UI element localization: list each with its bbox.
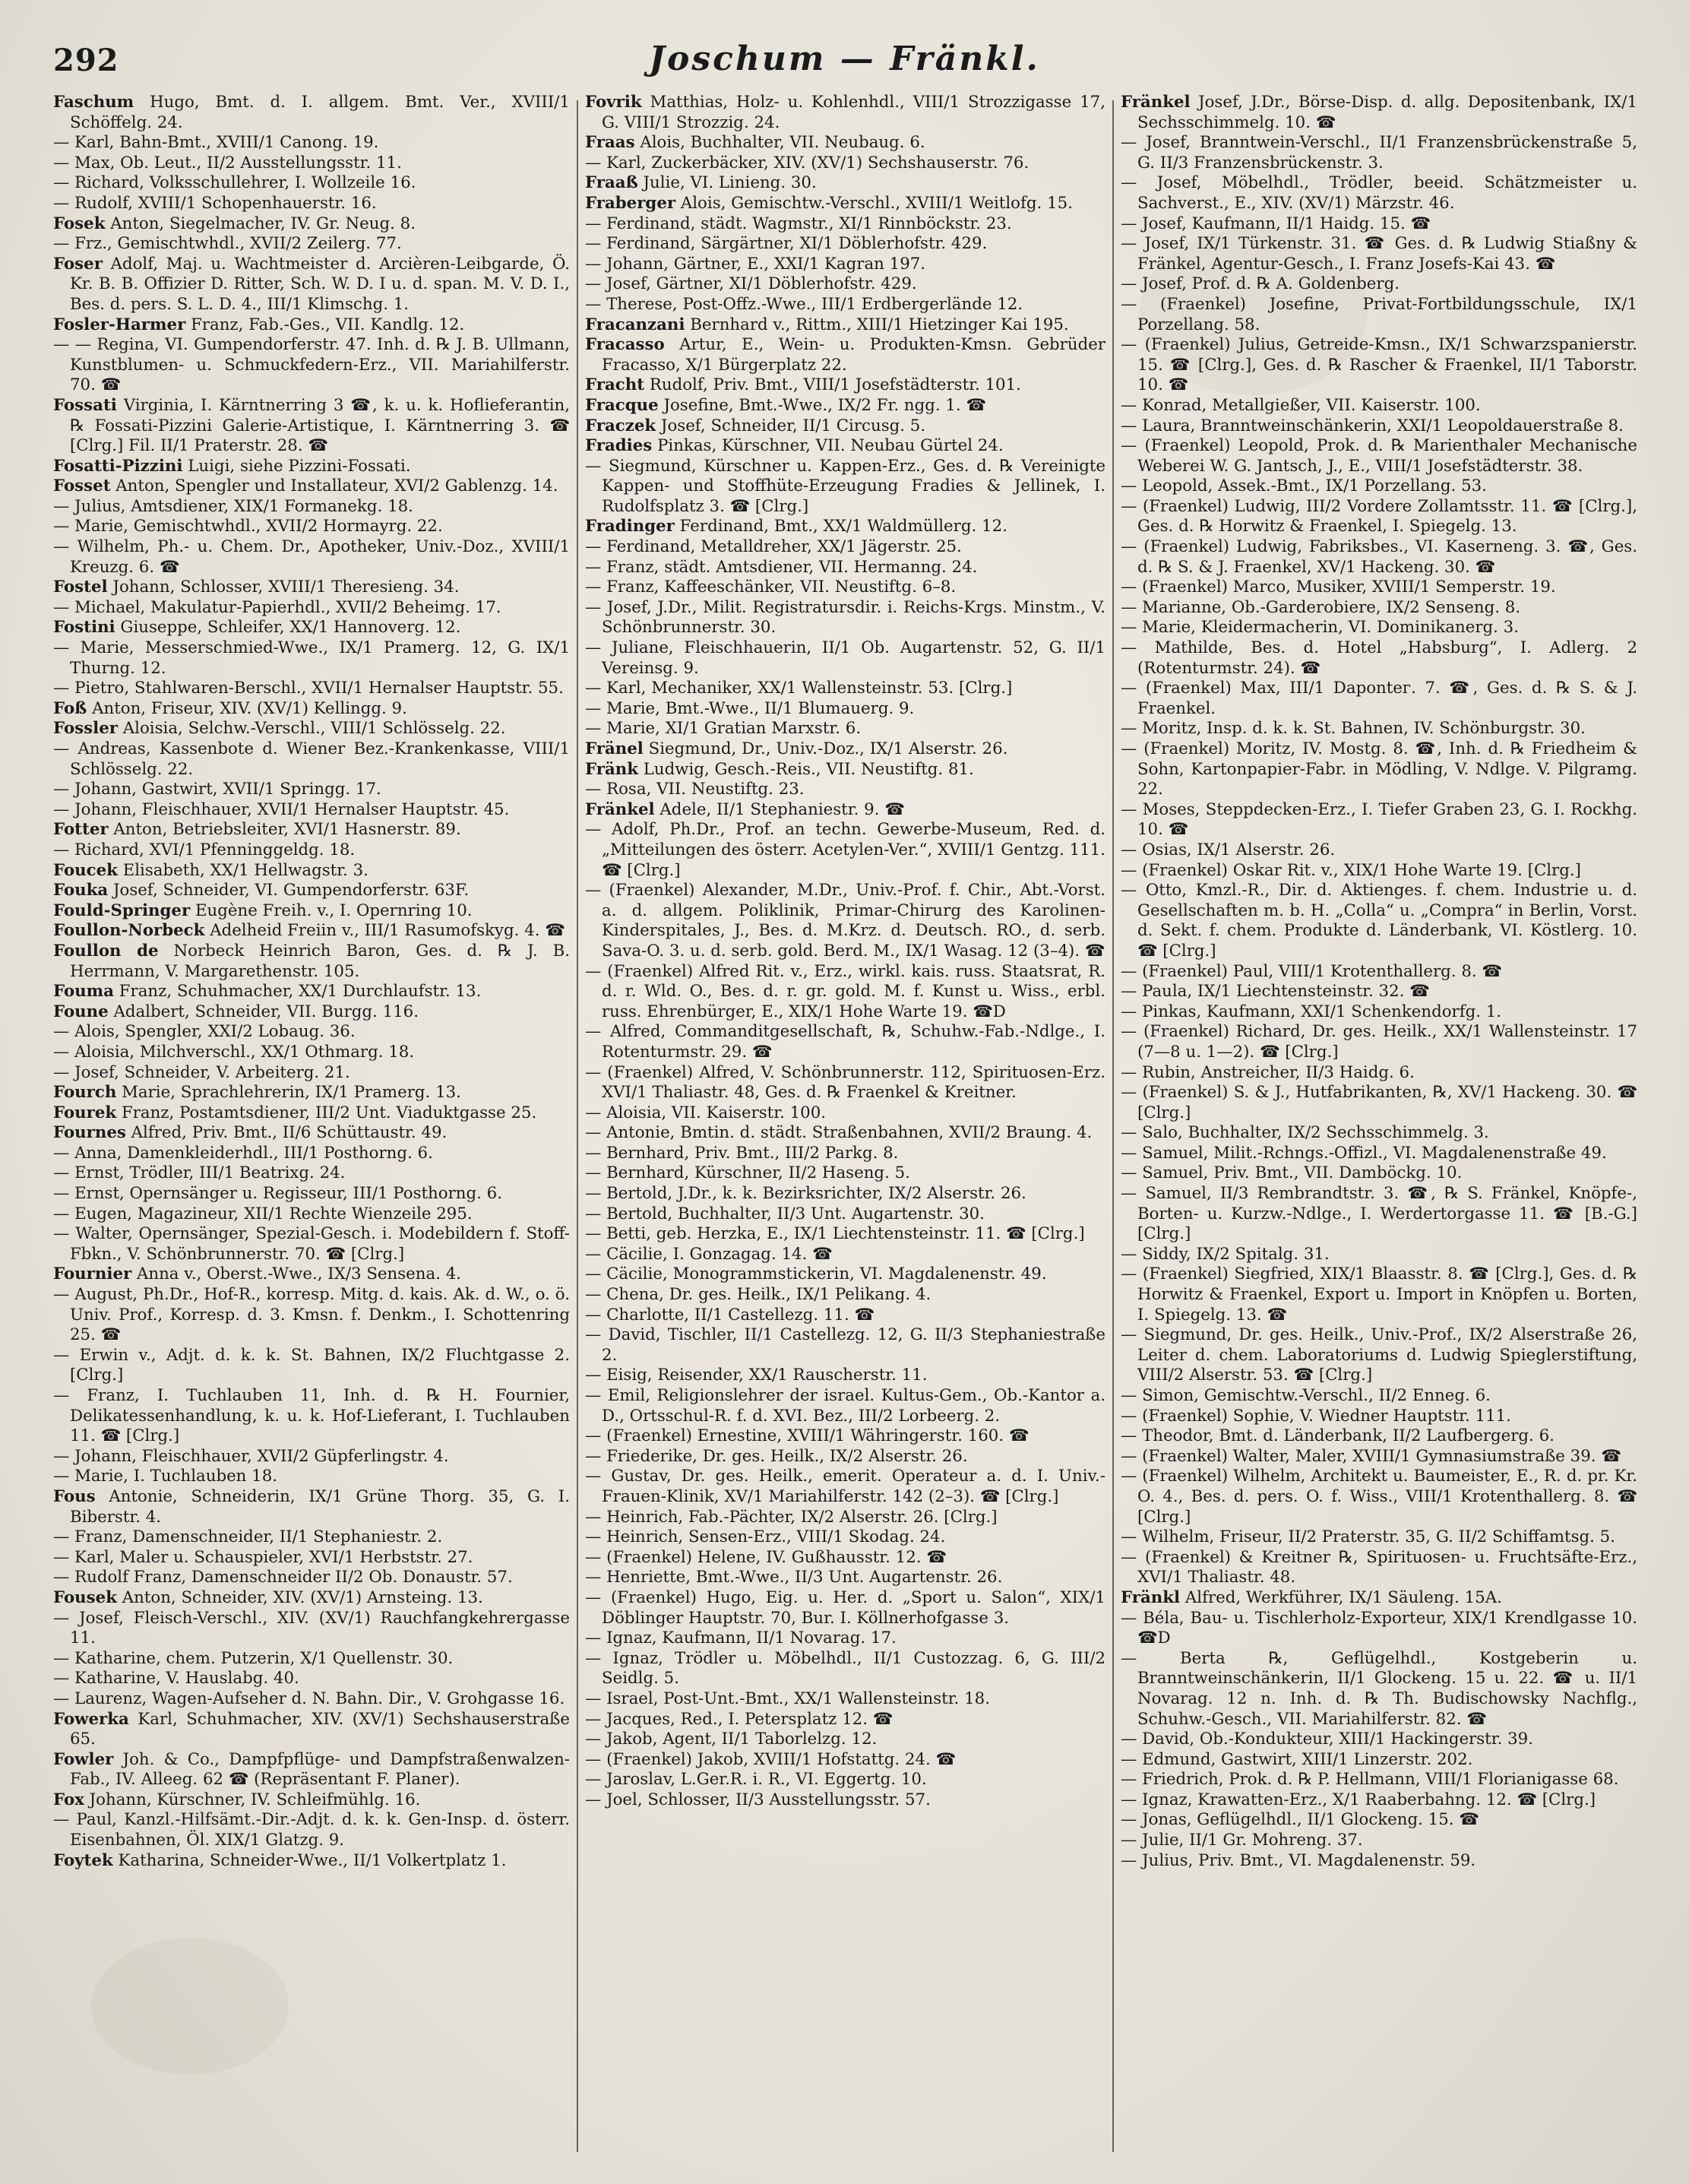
directory-entry: Fosek Anton, Siegelmacher, IV. Gr. Neug. 8. bbox=[53, 214, 416, 233]
surname: Fracht bbox=[585, 375, 645, 395]
directory-sub-entry: — (Fraenkel) Josefine, Privat-Fortbildungsschule, IX/1 Porzellang. 58. bbox=[1121, 294, 1637, 334]
directory-sub-entry: — Marie, I. Tuchlauben 18. bbox=[53, 1467, 278, 1486]
directory-sub-entry: — Josef, IX/1 Türkenstr. 31. ☎ Ges. d. ℞ Ludwig Stiaßny & Fränkel, Agentur-Gesch., I. Franz Josefs-Kai 43. ☎ bbox=[1121, 234, 1637, 274]
surname: Fostel bbox=[53, 578, 108, 597]
directory-entry: Fracasso Artur, E., Wein- u. Produkten-Kmsn. Gebrüder Fracasso, X/1 Bürgerplatz 22. bbox=[585, 335, 1105, 375]
directory-sub-entry: — Karl, Mechaniker, XX/1 Wallensteinstr. 53. [Clrg.] bbox=[585, 679, 1013, 698]
directory-sub-entry: — Pietro, Stahlwaren-Berschl., XVII/1 Hernalser Hauptstr. 55. bbox=[53, 679, 564, 698]
surname: Fracasso bbox=[585, 335, 665, 355]
directory-sub-entry: — Richard, Volksschullehrer, I. Wollzeile 16. bbox=[53, 173, 416, 193]
directory-entry: Fraberger Alois, Gemischtw.-Verschl., XVIII/1 Weitlofg. 15. bbox=[585, 193, 1073, 213]
directory-sub-entry: — (Fraenkel) Alexander, M.Dr., Univ.-Prof. f. Chir., Abt.-Vorst. a. d. allgem. Poliklinik, Primar-Chirurg des Karolinen-Kinderspitales, J., Bes. d. M.Krz. d. Deutsch. RO., d. serb. Sava-O. 3. u. d. serb. gold. Berd. M., IX/1 Wasag. 12 (3–4). ☎ bbox=[585, 881, 1105, 961]
directory-sub-entry: — Aloisia, Milchverschl., XX/1 Othmarg. 18. bbox=[53, 1042, 415, 1062]
directory-sub-entry: — — Regina, VI. Gumpendorferstr. 47. Inh. d. ℞ J. B. Ullmann, Kunstblumen- u. Schmuckfedern-Erz., VII. Mariahilferstr. 70. ☎ bbox=[53, 335, 570, 395]
directory-entry: Fotter Anton, Betriebsleiter, XVI/1 Hasnerstr. 89. bbox=[53, 820, 461, 840]
directory-entry: Fosler-Harmer Franz, Fab.-Ges., VII. Kandlg. 12. bbox=[53, 315, 465, 334]
column-divider bbox=[577, 100, 578, 2152]
directory-entry: Foser Adolf, Maj. u. Wachtmeister d. Arcièren-Leibgarde, Ö. Kr. B. B. Offizier D. Ritter, Sch. W. D. I u. d. span. M. V. D. I., Bes. d. pers. S. L. D. 4., III/1 Klimschg. 1. bbox=[53, 254, 570, 314]
directory-sub-entry: — (Fraenkel) Walter, Maler, XVIII/1 Gymnasiumstraße 39. ☎ bbox=[1121, 1446, 1621, 1466]
directory-entry: Fox Johann, Kürschner, IV. Schleifmühlg. 16. bbox=[53, 1790, 421, 1809]
directory-sub-entry: — Rudolf, XVIII/1 Schopenhauerstr. 16. bbox=[53, 193, 377, 213]
directory-sub-entry: — Betti, geb. Herzka, E., IX/1 Liechtensteinstr. 11. ☎ [Clrg.] bbox=[585, 1224, 1085, 1244]
surname: Fossler bbox=[53, 719, 119, 739]
directory-entry: Fosset Anton, Spengler und Installateur, XVI/2 Gablenzg. 14. bbox=[53, 476, 558, 496]
directory-sub-entry: — Wilhelm, Ph.- u. Chem. Dr., Apotheker, Univ.-Doz., XVIII/1 Kreuzg. 6. ☎ bbox=[53, 537, 570, 577]
directory-sub-entry: — Rudolf Franz, Damenschneider II/2 Ob. Donaustr. 57. bbox=[53, 1568, 513, 1587]
directory-entry: Fraas Alois, Buchhalter, VII. Neubaug. 6. bbox=[585, 133, 925, 153]
directory-sub-entry: — Konrad, Metallgießer, VII. Kaiserstr. 100. bbox=[1121, 395, 1481, 415]
surname: Fränkel bbox=[1121, 93, 1191, 112]
directory-entry: Fränel Siegmund, Dr., Univ.-Doz., IX/1 Alserstr. 26. bbox=[585, 739, 1008, 758]
directory-sub-entry: — Israel, Post-Unt.-Bmt., XX/1 Wallensteinstr. 18. bbox=[585, 1689, 990, 1708]
directory-sub-entry: — Jacques, Red., I. Petersplatz 12. ☎ bbox=[585, 1709, 894, 1729]
directory-sub-entry: — Jaroslav, L.Ger.R. i. R., VI. Eggertg. 10. bbox=[585, 1770, 927, 1790]
surname: Fradies bbox=[585, 436, 653, 456]
directory-sub-entry: — Johann, Fleischhauer, XVII/1 Hernalser Hauptstr. 45. bbox=[53, 799, 510, 819]
directory-sub-entry: — (Fraenkel) Richard, Dr. ges. Heilk., XX/1 Wallensteinstr. 17 (7—8 u. 1—2). ☎ [Clrg.] bbox=[1121, 1022, 1637, 1062]
directory-sub-entry: — Ignaz, Kaufmann, II/1 Novarag. 17. bbox=[585, 1629, 897, 1648]
directory-entry: Fourch Marie, Sprachlehrerin, IX/1 Pramerg. 13. bbox=[53, 1083, 461, 1103]
directory-sub-entry: — (Fraenkel) Sophie, V. Wiedner Hauptstr. 111. bbox=[1121, 1406, 1511, 1426]
directory-sub-entry: — Pinkas, Kaufmann, XXI/1 Schenkendorfg. 1. bbox=[1121, 1002, 1502, 1021]
directory-sub-entry: — (Fraenkel) & Kreitner ℞, Spirituosen- u. Fruchtsäfte-Erz., XVI/1 Thaliastr. 48. bbox=[1121, 1547, 1637, 1587]
directory-sub-entry: — Franz, Damenschneider, II/1 Stephaniestr. 2. bbox=[53, 1527, 443, 1547]
directory-entry: Fourek Franz, Postamtsdiener, III/2 Unt. Viaduktgasse 25. bbox=[53, 1103, 537, 1122]
directory-sub-entry: — Alfred, Commanditgesellschaft, ℞, Schuhw.-Fab.-Ndlge., I. Rotenturmstr. 29. ☎ bbox=[585, 1022, 1105, 1062]
directory-sub-entry: — Marianne, Ob.-Garderobiere, IX/2 Senseng. 8. bbox=[1121, 597, 1521, 617]
directory-sub-entry: — Josef, Kaufmann, II/1 Haidg. 15. ☎ bbox=[1121, 214, 1431, 233]
directory-entry: Fostini Giuseppe, Schleifer, XX/1 Hannoverg. 12. bbox=[53, 618, 461, 638]
directory-entry: Fostel Johann, Schlosser, XVIII/1 Theresieng. 34. bbox=[53, 578, 460, 597]
directory-sub-entry: — Laura, Branntweinschänkerin, XXI/1 Leopoldauerstraße 8. bbox=[1121, 416, 1624, 435]
directory-sub-entry: — Aloisia, VII. Kaiserstr. 100. bbox=[585, 1103, 827, 1122]
directory-entry: Fradies Pinkas, Kürschner, VII. Neubau Gürtel 24. bbox=[585, 436, 1004, 456]
directory-sub-entry: — Josef, Fleisch-Verschl., XIV. (XV/1) Rauchfangkehrergasse 11. bbox=[53, 1608, 570, 1648]
surname: Faschum bbox=[53, 93, 134, 112]
directory-entry: Fosatti-Pizzini Luigi, siehe Pizzini-Fossati. bbox=[53, 456, 411, 476]
directory-sub-entry: — (Fraenkel) Leopold, Prok. d. ℞ Marienthaler Mechanische Weberei W. G. Jantsch, J., E., VIII/1 Josefstädterstr. 38. bbox=[1121, 436, 1637, 476]
directory-sub-entry: — Josef, Schneider, V. Arbeiterg. 21. bbox=[53, 1062, 350, 1082]
directory-entry: Fracanzani Bernhard v., Rittm., XIII/1 Hietzinger Kai 195. bbox=[585, 315, 1069, 334]
directory-sub-entry: — Franz, städt. Amtsdiener, VII. Hermanng. 24. bbox=[585, 557, 978, 577]
surname: Fousek bbox=[53, 1587, 117, 1607]
directory-sub-entry: — (Fraenkel) Helene, IV. Gußhausstr. 12. ☎ bbox=[585, 1547, 947, 1567]
surname: Foune bbox=[53, 1002, 109, 1021]
directory-sub-entry: — David, Tischler, II/1 Castellezg. 12, G. II/3 Stephaniestraße 2. bbox=[585, 1325, 1105, 1365]
directory-sub-entry: — Ignaz, Trödler u. Möbelhdl., II/1 Custozzag. 6, G. III/2 Seidlg. 5. bbox=[585, 1648, 1105, 1689]
directory-sub-entry: — Josef, Möbelhdl., Trödler, beeid. Schätzmeister u. Sachverst., E., XIV. (XV/1) Märzstr. 46. bbox=[1121, 173, 1637, 213]
directory-sub-entry: — Therese, Post-Offz.-Wwe., III/1 Erdbergerlände 12. bbox=[585, 294, 1023, 314]
directory-entry: Fränk Ludwig, Gesch.-Reis., VII. Neustiftg. 81. bbox=[585, 759, 974, 779]
directory-sub-entry: — (Fraenkel) Siegfried, XIX/1 Blaasstr. 8. ☎ [Clrg.], Ges. d. ℞ Horwitz & Fraenkel, Export u. Import in Knöpfen u. Borten, I. Spiegelg. 13. ☎ bbox=[1121, 1265, 1637, 1325]
directory-sub-entry: — Ernst, Trödler, III/1 Beatrixg. 24. bbox=[53, 1163, 346, 1183]
directory-entry: Fouma Franz, Schuhmacher, XX/1 Durchlaufstr. 13. bbox=[53, 982, 482, 1002]
directory-sub-entry: — Erwin v., Adjt. d. k. k. St. Bahnen, IX/2 Fluchtgasse 2. [Clrg.] bbox=[53, 1345, 570, 1385]
directory-sub-entry: — Marie, Gemischtwhdl., XVII/2 Hormayrg. 22. bbox=[53, 517, 443, 537]
surname: Foser bbox=[53, 254, 103, 274]
surname: Fraaß bbox=[585, 173, 638, 193]
directory-sub-entry: — Josef, Prof. d. ℞ A. Goldenberg. bbox=[1121, 274, 1400, 294]
directory-sub-entry: — Marie, Kleidermacherin, VI. Dominikanerg. 3. bbox=[1121, 618, 1519, 638]
directory-sub-entry: — Jonas, Geflügelhdl., II/1 Glockeng. 15. ☎ bbox=[1121, 1810, 1479, 1830]
directory-sub-entry: — Berta ℞, Geflügelhdl., Kostgeberin u. Branntweinschänkerin, II/1 Glockeng. 15 u. 22. ☎ u. II/1 Novarag. 12 n. Inh. d. ℞ Th. Budischowsky Nachflg., Schuhw.-Gesch., VII. Mariahilferstr. 82. ☎ bbox=[1121, 1648, 1637, 1729]
directory-sub-entry: — Samuel, II/3 Rembrandtstr. 3. ☎, ℞ S. Fränkel, Knöpfe-, Borten- u. Kurzw.-Ndlge., I. Werdertorgasse 11. ☎ [B.-G.] [Clrg.] bbox=[1121, 1184, 1637, 1244]
directory-sub-entry: — Moritz, Insp. d. k. k. St. Bahnen, IV. Schönburgstr. 30. bbox=[1121, 719, 1586, 739]
directory-sub-entry: — Siddy, IX/2 Spitalg. 31. bbox=[1121, 1244, 1330, 1264]
directory-sub-entry: — Mathilde, Bes. d. Hotel „Habsburg“, I. Adlerg. 2 (Rotenturmstr. 24). ☎ bbox=[1121, 638, 1637, 678]
directory-sub-entry: — (Fraenkel) Ernestine, XVIII/1 Währingerstr. 160. ☎ bbox=[585, 1426, 1030, 1446]
page-header bbox=[53, 38, 1636, 84]
directory-entry: Fouka Josef, Schneider, VI. Gumpendorferstr. 63F. bbox=[53, 881, 470, 901]
surname: Fouma bbox=[53, 982, 114, 1002]
directory-sub-entry: — Salo, Buchhalter, IX/2 Sechsschimmelg. 3. bbox=[1121, 1123, 1489, 1143]
directory-sub-entry: — Cäcilie, Monogrammstickerin, VI. Magdalenenstr. 49. bbox=[585, 1265, 1047, 1284]
surname: Fowerka bbox=[53, 1709, 129, 1729]
directory-sub-entry: — Walter, Opernsänger, Spezial-Gesch. i. Modebildern f. Stoff-Fbkn., V. Schönbrunnerstr. 70. ☎ [Clrg.] bbox=[53, 1224, 570, 1264]
surname: Fraczek bbox=[585, 416, 656, 435]
surname: Foucek bbox=[53, 860, 118, 880]
directory-sub-entry: — (Fraenkel) Alfred, V. Schönbrunnerstr. 112, Spirituosen-Erz. XVI/1 Thaliastr. 48, Ges. d. ℞ Fraenkel & Kreitner. bbox=[585, 1062, 1105, 1103]
surname: Fradinger bbox=[585, 517, 675, 537]
directory-sub-entry: — Heinrich, Sensen-Erz., VIII/1 Skodag. 24. bbox=[585, 1527, 946, 1547]
directory-sub-entry: — Paul, Kanzl.-Hilfsämt.-Dir.-Adjt. d. k. k. Gen-Insp. d. österr. Eisenbahnen, Öl. XIX/1 Glatzg. 9. bbox=[53, 1810, 570, 1850]
directory-entry: Fracque Josefine, Bmt.-Wwe., IX/2 Fr. ngg. 1. ☎ bbox=[585, 395, 986, 415]
surname: Fourek bbox=[53, 1103, 117, 1122]
directory-sub-entry: — Ferdinand, städt. Wagmstr., XI/1 Rinnböckstr. 23. bbox=[585, 214, 1012, 233]
directory-sub-entry: — Marie, Bmt.-Wwe., II/1 Blumauerg. 9. bbox=[585, 698, 915, 718]
directory-sub-entry: — (Fraenkel) Paul, VIII/1 Krotenthallerg. 8. ☎ bbox=[1121, 961, 1502, 981]
directory-sub-entry: — Cäcilie, I. Gonzagag. 14. ☎ bbox=[585, 1244, 833, 1264]
directory-entry: Fradinger Ferdinand, Bmt., XX/1 Waldmüllerg. 12. bbox=[585, 517, 1007, 537]
directory-sub-entry: — Samuel, Priv. Bmt., VII. Damböckg. 10. bbox=[1121, 1163, 1463, 1183]
directory-entry: Foullon de Norbeck Heinrich Baron, Ges. d. ℞ J. B. Herrmann, V. Margarethenstr. 105. bbox=[53, 941, 570, 981]
directory-entry: Fränkel Josef, J.Dr., Börse-Disp. d. allg. Depositenbank, IX/1 Sechsschimmelg. 10. ☎ bbox=[1121, 93, 1637, 132]
directory-entry: Fränkl Alfred, Werkführer, IX/1 Säuleng. 15A. bbox=[1121, 1587, 1502, 1607]
surname: Fosset bbox=[53, 476, 111, 496]
directory-sub-entry: — (Fraenkel) Max, III/1 Dapontег. 7. ☎, Ges. d. ℞ S. & J. Fraenkel. bbox=[1121, 679, 1637, 718]
directory-sub-entry: — Marie, XI/1 Gratian Marxstr. 6. bbox=[585, 719, 862, 739]
column-1 bbox=[53, 93, 570, 2160]
directory-sub-entry: — Emil, Religionslehrer der israel. Kultus-Gem., Ob.-Kantor a. D., Ortsschul-R. f. d. XVI. Bez., III/2 Lorbeerg. 2. bbox=[585, 1386, 1105, 1426]
directory-entry: Fraczek Josef, Schneider, II/1 Circusg. 5. bbox=[585, 416, 926, 435]
directory-entry: Foullon-Norbeck Adelheid Freiin v., III/1 Rasumofskyg. 4. ☎ bbox=[53, 921, 565, 941]
directory-sub-entry: — (Fraenkel) Wilhelm, Architekt u. Baumeister, E., R. d. pr. Kr. O. 4., Bes. d. pers. O. f. Wiss., VIII/1 Krotenthallerg. 8. ☎ [Clrg.] bbox=[1121, 1467, 1637, 1527]
directory-sub-entry: — Johann, Fleischhauer, XVII/2 Güpferlingstr. 4. bbox=[53, 1446, 449, 1466]
surname: Fourch bbox=[53, 1083, 117, 1103]
directory-sub-entry: — Leopold, Assek.-Bmt., IX/1 Porzellang. 53. bbox=[1121, 476, 1487, 496]
directory-sub-entry: — Alois, Spengler, XXI/2 Lobaug. 36. bbox=[53, 1022, 356, 1042]
directory-sub-entry: — (Fraenkel) Ludwig, III/2 Vordere Zollamtsstr. 11. ☎ [Clrg.], Ges. d. ℞ Horwitz & Fraenkel, I. Spiegelg. 13. bbox=[1121, 496, 1637, 537]
directory-sub-entry: — (Fraenkel) Ludwig, Fabriksbes., VI. Kaserneng. 3. ☎, Ges. d. ℞ S. & J. Fraenkel, XV/1 Hackeng. 30. ☎ bbox=[1121, 537, 1637, 577]
directory-entry: Fousek Anton, Schneider, XIV. (XV/1) Arnsteing. 13. bbox=[53, 1587, 483, 1607]
surname: Fowler bbox=[53, 1749, 114, 1769]
directory-sub-entry: — Marie, Messerschmied-Wwe., IX/1 Pramerg. 12, G. IX/1 Thurng. 12. bbox=[53, 638, 570, 678]
directory-entry: Fould-Springer Eugène Freih. v., I. Opernring 10. bbox=[53, 901, 473, 920]
surname: Fosatti-Pizzini bbox=[53, 456, 183, 476]
surname: Fracanzani bbox=[585, 315, 685, 334]
directory-entry: Foytek Katharina, Schneider-Wwe., II/1 Volkertplatz 1. bbox=[53, 1850, 507, 1870]
directory-sub-entry: — Gustav, Dr. ges. Heilk., emerit. Operateur a. d. I. Univ.-Frauen-Klinik, XV/1 Mariahilferstr. 142 (2–3). ☎ [Clrg.] bbox=[585, 1467, 1105, 1506]
surname: Foullon-Norbeck bbox=[53, 921, 205, 941]
directory-sub-entry: — Osias, IX/1 Alserstr. 26. bbox=[1121, 840, 1336, 859]
surname: Fracque bbox=[585, 395, 659, 415]
directory-entry: Fränkel Adele, II/1 Stephaniestr. 9. ☎ bbox=[585, 799, 905, 819]
surname: Fossati bbox=[53, 395, 117, 415]
directory-sub-entry: — Josef, Branntwein-Verschl., II/1 Franzensbrückenstraße 5, G. II/3 Franzensbrückenstr. 3. bbox=[1121, 133, 1637, 173]
directory-sub-entry: — Bertold, Buchhalter, II/3 Unt. Augartenstr. 30. bbox=[585, 1204, 985, 1223]
directory-sub-entry: — Katharine, chem. Putzerin, X/1 Quellenstr. 30. bbox=[53, 1648, 454, 1668]
directory-sub-entry: — Eisig, Reisender, XX/1 Rauscherstr. 11. bbox=[585, 1366, 928, 1385]
directory-sub-entry: — (Fraenkel) S. & J., Hutfabrikanten, ℞, XV/1 Hackeng. 30. ☎ [Clrg.] bbox=[1121, 1083, 1637, 1122]
directory-sub-entry: — Friederike, Dr. ges. Heilk., IX/2 Alserstr. 26. bbox=[585, 1446, 968, 1466]
surname: Fostini bbox=[53, 618, 115, 638]
page-number: 292 bbox=[53, 43, 119, 78]
surname: Fournes bbox=[53, 1123, 126, 1143]
surname: Fränk bbox=[585, 759, 639, 779]
directory-sub-entry: — Johann, Gärtner, E., XXI/1 Kagran 197. bbox=[585, 254, 926, 274]
surname: Fosek bbox=[53, 214, 106, 233]
directory-sub-entry: — (Fraenkel) Oskar Rit. v., XIX/1 Hohe Warte 19. [Clrg.] bbox=[1121, 860, 1581, 880]
directory-sub-entry: — Julie, II/1 Gr. Mohreng. 37. bbox=[1121, 1831, 1363, 1850]
directory-sub-entry: — (Fraenkel) Marco, Musiker, XVIII/1 Semperstr. 19. bbox=[1121, 578, 1556, 597]
directory-sub-entry: — Karl, Maler u. Schauspieler, XVI/1 Herbststr. 27. bbox=[53, 1547, 473, 1567]
directory-sub-entry: — August, Ph.Dr., Hof-R., korresp. Mitg. d. kais. Ak. d. W., o. ö. Univ. Prof., Korresp. d. 3. Kmsn. f. Denkm., I. Schottenring 25. ☎ bbox=[53, 1285, 570, 1345]
surname: Fovrik bbox=[585, 93, 642, 112]
surname: Fränel bbox=[585, 739, 644, 758]
surname: Fosler-Harmer bbox=[53, 315, 186, 334]
directory-sub-entry: — Bernhard, Kürschner, II/2 Haseng. 5. bbox=[585, 1163, 910, 1183]
surname: Fous bbox=[53, 1486, 96, 1506]
directory-sub-entry: — Josef, J.Dr., Milit. Registratursdir. i. Reichs-Krgs. Minstm., V. Schönbrunnerstr. 30. bbox=[585, 597, 1105, 638]
directory-sub-entry: — Henriette, Bmt.-Wwe., II/3 Unt. Augartenstr. 26. bbox=[585, 1568, 1003, 1587]
directory-sub-entry: — Bertold, J.Dr., k. k. Bezirksrichter, IX/2 Alserstr. 26. bbox=[585, 1184, 1026, 1204]
directory-sub-entry: — Antonie, Bmtin. d. städt. Straßenbahnen, XVII/2 Braung. 4. bbox=[585, 1123, 1093, 1143]
directory-sub-entry: — Ferdinand, Särgärtner, XI/1 Döblerhofstr. 429. bbox=[585, 234, 988, 254]
directory-entry: Fous Antonie, Schneiderin, IX/1 Grüne Thorg. 35, G. I. Biberstr. 4. bbox=[53, 1486, 570, 1527]
directory-entry: Fraaß Julie, VI. Linieng. 30. bbox=[585, 173, 817, 193]
directory-sub-entry: — Rubin, Anstreicher, II/3 Haidg. 6. bbox=[1121, 1062, 1415, 1082]
directory-sub-entry: — Max, Ob. Leut., II/2 Ausstellungsstr. 11. bbox=[53, 153, 402, 173]
directory-entry: Foucek Elisabeth, XX/1 Hellwagstr. 3. bbox=[53, 860, 368, 880]
directory-sub-entry: — Charlotte, II/1 Castellezg. 11. ☎ bbox=[585, 1305, 875, 1325]
directory-sub-entry: — Andreas, Kassenbote d. Wiener Bez.-Krankenkasse, VIII/1 Schlösselg. 22. bbox=[53, 739, 570, 779]
directory-sub-entry: — Richard, XVI/1 Pfenninggeldg. 18. bbox=[53, 840, 356, 859]
directory-sub-entry: — Josef, Gärtner, XI/1 Döblerhofstr. 429. bbox=[585, 274, 917, 294]
directory-sub-entry: — (Fraenkel) Jakob, XVIII/1 Hofstattg. 24. ☎ bbox=[585, 1749, 957, 1769]
surname: Fotter bbox=[53, 820, 109, 840]
directory-sub-entry: — Wilhelm, Friseur, II/2 Praterstr. 35, G. II/2 Schiffamtsg. 5. bbox=[1121, 1527, 1615, 1547]
surname: Fraas bbox=[585, 133, 635, 153]
directory-sub-entry: — Ernst, Opernsänger u. Regisseur, III/1 Posthorng. 6. bbox=[53, 1184, 502, 1204]
directory-sub-entry: — Heinrich, Fab.-Pächter, IX/2 Alserstr. 26. [Clrg.] bbox=[585, 1507, 998, 1527]
directory-sub-entry: — (Fraenkel) Alfred Rit. v., Erz., wirkl. kais. russ. Staatsrat, R. d. r. Wld. O., Bes. d. r. gr. gold. M. f. Kunst u. Wiss., erbl. russ. Ehrenbürger, E., XIX/1 Hohe Warte 19. ☎D bbox=[585, 961, 1105, 1021]
directory-entry: Fournier Anna v., Oberst.-Wwe., IX/3 Sensena. 4. bbox=[53, 1265, 462, 1284]
surname: Fränkel bbox=[585, 799, 655, 819]
directory-sub-entry: — (Fraenkel) Moritz, IV. Mostg. 8. ☎, Inh. d. ℞ Friedheim & Sohn, Kartonpapier-Fabr. in Mödling, V. Ndlge. V. Pilgramg. 22. bbox=[1121, 739, 1637, 799]
directory-sub-entry: — Eugen, Magazineur, XII/1 Rechte Wienzeile 295. bbox=[53, 1204, 473, 1223]
directory-sub-entry: — Adolf, Ph.Dr., Prof. an techn. Gewerbe-Museum, Red. d. „Mitteilungen des österr. Acetylen-Ver.“, XVIII/1 Gentzg. 111. ☎ [Clrg.] bbox=[585, 820, 1105, 880]
directory-sub-entry: — Franz, I. Tuchlauben 11, Inh. d. ℞ H. Fournier, Delikatessenhandlung, k. u. k. Hof-Lieferant, I. Tuchlauben 11. ☎ [Clrg.] bbox=[53, 1386, 570, 1446]
directory-sub-entry: — Siegmund, Kürschner u. Kappen-Erz., Ges. d. ℞ Vereinigte Kappen- und Stoffhüte-Erzeugung Fradies & Jellinek, I. Rudolfsplatz 3. ☎ [Clrg.] bbox=[585, 456, 1105, 516]
directory-sub-entry: — Michael, Makulatur-Papierhdl., XVII/2 Beheimg. 17. bbox=[53, 597, 501, 617]
surname: Fournier bbox=[53, 1265, 132, 1284]
directory-sub-entry: — Julius, Amtsdiener, XIX/1 Formanekg. 18. bbox=[53, 496, 413, 516]
directory-sub-entry: — Anna, Damenkleiderhdl., III/1 Posthorng. 6. bbox=[53, 1143, 433, 1163]
directory-sub-entry: — Friedrich, Prok. d. ℞ P. Hellmann, VIII/1 Florianigasse 68. bbox=[1121, 1770, 1619, 1790]
directory-columns bbox=[53, 93, 1637, 2160]
directory-sub-entry: — (Fraenkel) Julius, Getreide-Kmsn., IX/1 Schwarzspanierstr. 15. ☎ [Clrg.], Ges. d. ℞ Rascher & Fraenkel, II/1 Taborstr. 10. ☎ bbox=[1121, 335, 1637, 395]
directory-sub-entry: — Ignaz, Krawatten-Erz., X/1 Raaberbahng. 12. ☎ [Clrg.] bbox=[1121, 1790, 1596, 1809]
surname: Fränkl bbox=[1121, 1587, 1181, 1607]
column-3 bbox=[1121, 93, 1637, 2160]
column-divider bbox=[1112, 100, 1114, 2152]
directory-entry: Foune Adalbert, Schneider, VII. Burgg. 116. bbox=[53, 1002, 419, 1021]
column-2 bbox=[585, 93, 1105, 2160]
surname: Foytek bbox=[53, 1850, 113, 1870]
directory-sub-entry: — Edmund, Gastwirt, XIII/1 Linzerstr. 202. bbox=[1121, 1749, 1473, 1769]
directory-sub-entry: — Franz, Kaffeeschänker, VII. Neustiftg. 6–8. bbox=[585, 578, 957, 597]
directory-entry: Fournes Alfred, Priv. Bmt., II/6 Schüttaustr. 49. bbox=[53, 1123, 448, 1143]
directory-entry: Fovrik Matthias, Holz- u. Kohlenhdl., VIII/1 Strozzigasse 17, G. VIII/1 Strozzig. 24. bbox=[585, 93, 1105, 132]
directory-entry: Fracht Rudolf, Priv. Bmt., VIII/1 Josefstädterstr. 101. bbox=[585, 375, 1021, 395]
directory-sub-entry: — Siegmund, Dr. ges. Heilk., Univ.-Prof., IX/2 Alserstraße 26, Leiter d. chem. Laboratoriums d. Ludwig Spieglerstiftung, VIII/2 Alserstr. 53. ☎ [Clrg.] bbox=[1121, 1325, 1637, 1385]
directory-sub-entry: — Samuel, Milit.-Rchngs.-Offizl., VI. Magdalenenstraße 49. bbox=[1121, 1143, 1607, 1163]
directory-entry: Fossler Aloisia, Selchw.-Verschl., VIII/1 Schlösselg. 22. bbox=[53, 719, 506, 739]
directory-sub-entry: — Juliane, Fleischhauerin, II/1 Ob. Augartenstr. 52, G. II/1 Vereinsg. 9. bbox=[585, 638, 1105, 678]
directory-sub-entry: — David, Ob.-Kondukteur, XIII/1 Hackingerstr. 39. bbox=[1121, 1730, 1533, 1749]
directory-sub-entry: — Karl, Bahn-Bmt., XVIII/1 Canong. 19. bbox=[53, 133, 379, 153]
directory-sub-entry: — (Fraenkel) Hugo, Eig. u. Her. d. „Sport u. Salon“, XIX/1 Döblinger Hauptstr. 70, Bur. I. Köllnerhofgasse 3. bbox=[585, 1587, 1105, 1628]
surname: Foß bbox=[53, 698, 87, 718]
directory-entry: Fowerka Karl, Schuhmacher, XIV. (XV/1) Sechshauserstraße 65. bbox=[53, 1709, 570, 1749]
surname: Foullon de bbox=[53, 941, 159, 961]
directory-sub-entry: — Moses, Steppdecken-Erz., I. Tiefer Graben 23, G. I. Rockhg. 10. ☎ bbox=[1121, 799, 1637, 840]
directory-sub-entry: — Theodor, Bmt. d. Länderbank, II/2 Laufbergerg. 6. bbox=[1121, 1426, 1555, 1446]
surname: Fraberger bbox=[585, 193, 676, 213]
directory-sub-entry: — Katharine, V. Hauslabg. 40. bbox=[53, 1669, 299, 1689]
directory-sub-entry: — Paula, IX/1 Liechtensteinstr. 32. ☎ bbox=[1121, 982, 1430, 1002]
directory-sub-entry: — Bernhard, Priv. Bmt., III/2 Parkg. 8. bbox=[585, 1143, 899, 1163]
directory-sub-entry: — Karl, Zuckerbäcker, XIV. (XV/1) Sechshauserstr. 76. bbox=[585, 153, 1030, 173]
surname: Fould-Springer bbox=[53, 901, 191, 920]
directory-sub-entry: — Simon, Gemischtw.-Verschl., II/2 Enneg. 6. bbox=[1121, 1386, 1491, 1405]
directory-sub-entry: — Ferdinand, Metalldreher, XX/1 Jägerstr. 25. bbox=[585, 537, 962, 557]
surname: Fouka bbox=[53, 881, 109, 901]
directory-sub-entry: — Otto, Kmzl.-R., Dir. d. Aktienges. f. chem. Industrie u. d. Gesellschaften m. b. H. „Colla“ u. „Compra“ in Berlin, Vorst. d. Sekt. f. chem. Produkte d. Länderbank, VI. Köstlerg. 10. ☎ [Clrg.] bbox=[1121, 881, 1637, 961]
directory-sub-entry: — Johann, Gastwirt, XVII/1 Springg. 17. bbox=[53, 780, 381, 799]
directory-entry: Faschum Hugo, Bmt. d. I. allgem. Bmt. Ver., XVIII/1 Schöffelg. 24. bbox=[53, 93, 570, 132]
directory-sub-entry: — Joel, Schlosser, II/3 Ausstellungsstr. 57. bbox=[585, 1790, 931, 1809]
directory-sub-entry: — Frz., Gemischtwhdl., XVII/2 Zeilerg. 77. bbox=[53, 234, 402, 254]
directory-entry: Fossati Virginia, I. Kärntnerring 3 ☎, k. u. k. Hoflieferantin, ℞ Fossati-Pizzini Galerie-Artistique, I. Kärntnerring 3. ☎ [Clrg.] Fil. II/1 Praterstr. 28. ☎ bbox=[53, 395, 570, 456]
surname: Fox bbox=[53, 1790, 84, 1809]
directory-sub-entry: — Rosa, VII. Neustiftg. 23. bbox=[585, 780, 805, 799]
directory-entry: Fowler Joh. & Co., Dampfpflüge- und Dampfstraßenwalzen-Fab., IV. Alleeg. 62 ☎ (Repräsentant F. Planer). bbox=[53, 1749, 570, 1790]
directory-sub-entry: — Julius, Priv. Bmt., VI. Magdalenenstr. 59. bbox=[1121, 1850, 1476, 1870]
directory-sub-entry: — Béla, Bau- u. Tischlerholz-Exporteur, XIX/1 Krendlgasse 10. ☎D bbox=[1121, 1608, 1637, 1648]
directory-sub-entry: — Jakob, Agent, II/1 Taborlelzg. 12. bbox=[585, 1730, 878, 1749]
directory-sub-entry: — Chena, Dr. ges. Heilk., IX/1 Pelikang. 4. bbox=[585, 1285, 931, 1305]
directory-sub-entry: — Laurenz, Wagen-Aufseher d. N. Bahn. Dir., V. Grohgasse 16. bbox=[53, 1689, 565, 1708]
running-head: Joschum — Fränkl. bbox=[649, 40, 1040, 78]
directory-entry: Foß Anton, Friseur, XIV. (XV/1) Kellingg. 9. bbox=[53, 698, 407, 718]
